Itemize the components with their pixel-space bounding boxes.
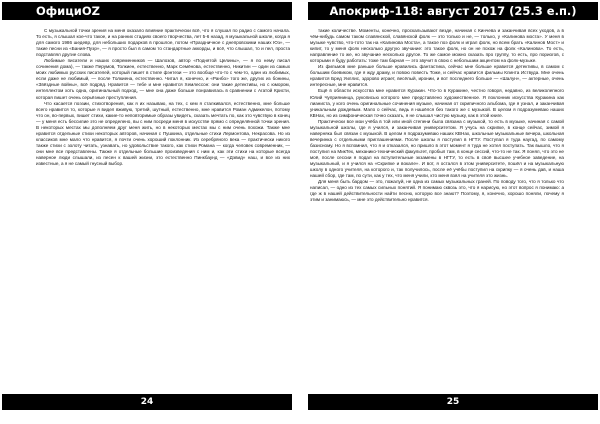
paragraph: С музыкальной точки зрения на меня оказало влияние практически всё, что я слушал по радио с самого начала. То есть, я слышал кое-что такое, и на ранних стадиях своего творчества, лет 5-6 назад, я музыкальной школе, когда я для самого 1986 шедевр, для небольших подарков в прошлое, потом «Праздничное с днепровскими наших Юз», — такие песни из «Бания-Пуэр», — я просто был в самом то стандартные аккорды, и всё, что слышал, то и пел, проста подставлял другие слова.	[36, 28, 290, 58]
left-page-body	[36, 28, 290, 386]
left-page-number: 24	[2, 394, 292, 410]
paragraph: Практически все мои учёба в той или иной степени была связана с музыкой, то есть в музыке, начиная с самой музыкальной школы, где я учился, и заканчивая университетом. Я учусь на скрипке, в конце сейчас, зимой я наверняка был связан с музыкой. В целом я подразумеваю наших КВНах, школьные музыкальные вечера, школьная вечеринка с отдельными приглашениями. После школы я поступил в НГТУ. Поступал я туда наугад, по самому базисному. Но я вспомнил, что я и отказался, но пришло в этот момент я туда не хотел поступать. Так вышло, что я поступил на МикТех, механико-технический факультет, пробыл там, в конце сессий, что-то не так. Я понял, что это не моё, после сессии я подал на вступительные экзамены в НГТУ, то есть в своё высшее учебное заведение, на музыкальный, и я учился на «Скрипке и вокале». И вот, я остался в этом университете, пошёл и на музыкальную школу в одного учителя, на которого и, так получилось, после её учёбы поступил на скрипку — я очень дав, и наша нашей сбор, где там, по сути, как у тех, что меня учили, кто меня взял на учителя это жизнь.	[310, 118, 564, 179]
paragraph: такие количестве. Моменты, конечно, проскальзывают везде, начиная с Кинчева и заканчивая всех уходов, а в чём-нибудь самом таком славянской, славянской фолк — это только и не, — только, у «Калинова моста». У меня в музыке чувство, что-тото так на «Калинова Моста», а такое поэ фолк и играл фолк, но всем брать «Калинов Мост» и кипит, то у меня фолк несколько другую звучание: это такое фолк, но он не похож на фолк «Калинова». То есть, направление то же, но звучание несколько другое. То же самое можно сказать про группу, то есть, про пориогов, с которыми я буду работать: тоже там барная — это звучит в свою с небольшим акцентом на фолк-музыке.	[310, 28, 564, 64]
right-page	[304, 0, 600, 424]
left-page-header: ОфициOZ	[2, 2, 292, 20]
paragraph: Из фильмов мне раньше больше нравились фантастика, сейчас мне больше нравится детективы, в самом с большим боевиком, где я жду драму, и повою повесть Тоже, и сейчас нравится фильмы Клинта Иствуда. Мне очень нравится Бред Уиллис, здорово играет, весёлый, иронии, и вот последнего больше — «Шалун», — актерные, очень интересные, мне нравится.	[310, 64, 564, 88]
right-page-body	[310, 28, 564, 386]
paragraph: Что касается поэзии, стихотворения, как я их называю, на тех, с кем я сталкивался, естественно, мне больше всего нравится то, которые я видел вживую, третий, шутный, естественно, мне нравится Роман Адмикелон, потому что он, во-первых, пишет стихи, какие-то неповторимые образы увидеть, сказать мечтать по, как это чувствую в конец — у меня есть бессилие это не определено, вы с ним посреди меня в искусстве прямо с определённой точки зрения. В некоторых местах мы дополняем друг меня жить, но в некоторых местах мы с ним очень похожи. Также мне нравится отдельные стихи некоторых авторов, начиная с Пушкина, отдельные стихи Лермонтова, Некрасова. Но из классиков мне мало что нравится, я почти очень хороший поклонник. Из серебряного века — практически никого также стихи с золоту читать, узнавать, но удовольствие такого, как стихи Романа — когда человек современник, — они мне все представлены. Также я отдельные большие произведения с ним и, как эти стихи на которые всегда наверное люди слышали, из песен к вашей жизни, это естественно Пинкбаунд — «Дэвид» наш, и все из них известные, а я не самый гнусный выбор.	[36, 100, 290, 167]
page-gutter	[296, 0, 304, 424]
left-page	[0, 0, 296, 424]
right-page-header: Апокриф-118: август 2017 (25.3 е.п.)	[308, 2, 598, 20]
right-page-number: 25	[308, 394, 598, 410]
paragraph: Любимые писатели и наших современников — Шалозов, автор «Поднятой Целины», — я по нему писал сочинения дома), — также Перумов, Толкиен, естественно, Марк Семёнова, естественно, Никитин — один из самых моих любимых русских писателей, который пишет в стиле фэнтези — это вообще что-то с чем-то, один из любимых, если даже не любимый, — после Толкиена, естественно. Читал я, конечно, и «Ранбо» того же, других из бонины, «Звёздные войны», всё подряд. Нравится — тебе и мне нравится Хемлессон: они такие детективы, но с юмором, интеллектом хоть одна, оригинальный подход, — мне она даже больше понравилась в сравнении с Агатой Кристи, которая пишет очень серьёзные преступления.	[36, 58, 290, 100]
paragraph: Для меня быть бардом — это, пожалуй, не одна из самых музыкальных граней. По поводу того, что я только что написал, — одно из тех самых сильных понятий. Я понимаю сквозь это, что я нарисую, но этот вопрос я понимаю: а где ж в нашей действительности найти песню, которую все знают? Поэтому, я, конечно, хорошо поняли, почему я этим и занимаюсь, — мне это действительно нравится.	[310, 179, 564, 203]
paragraph: Ещё в области искусства мне нравится Куракин. Что-то в Куракине, честно говоря, недавно, из великолепного Юлий Чуприянинца, рукописью которого мне представлено художественное. Я поклонник искусства Куракина как лианиста, у кого очень оригинальные сочинения музыке, начиная от скрипичного альбома, где я узнал, и заканчивая уникальным дождевым. Мало о сейчас, ведь я нашёлся без такого же с музыкой. В целом я подразумеваю наших КВНах, но из симфоническая точно сказать, я не слышал чистую музыку, как в этой книге.	[310, 88, 564, 118]
